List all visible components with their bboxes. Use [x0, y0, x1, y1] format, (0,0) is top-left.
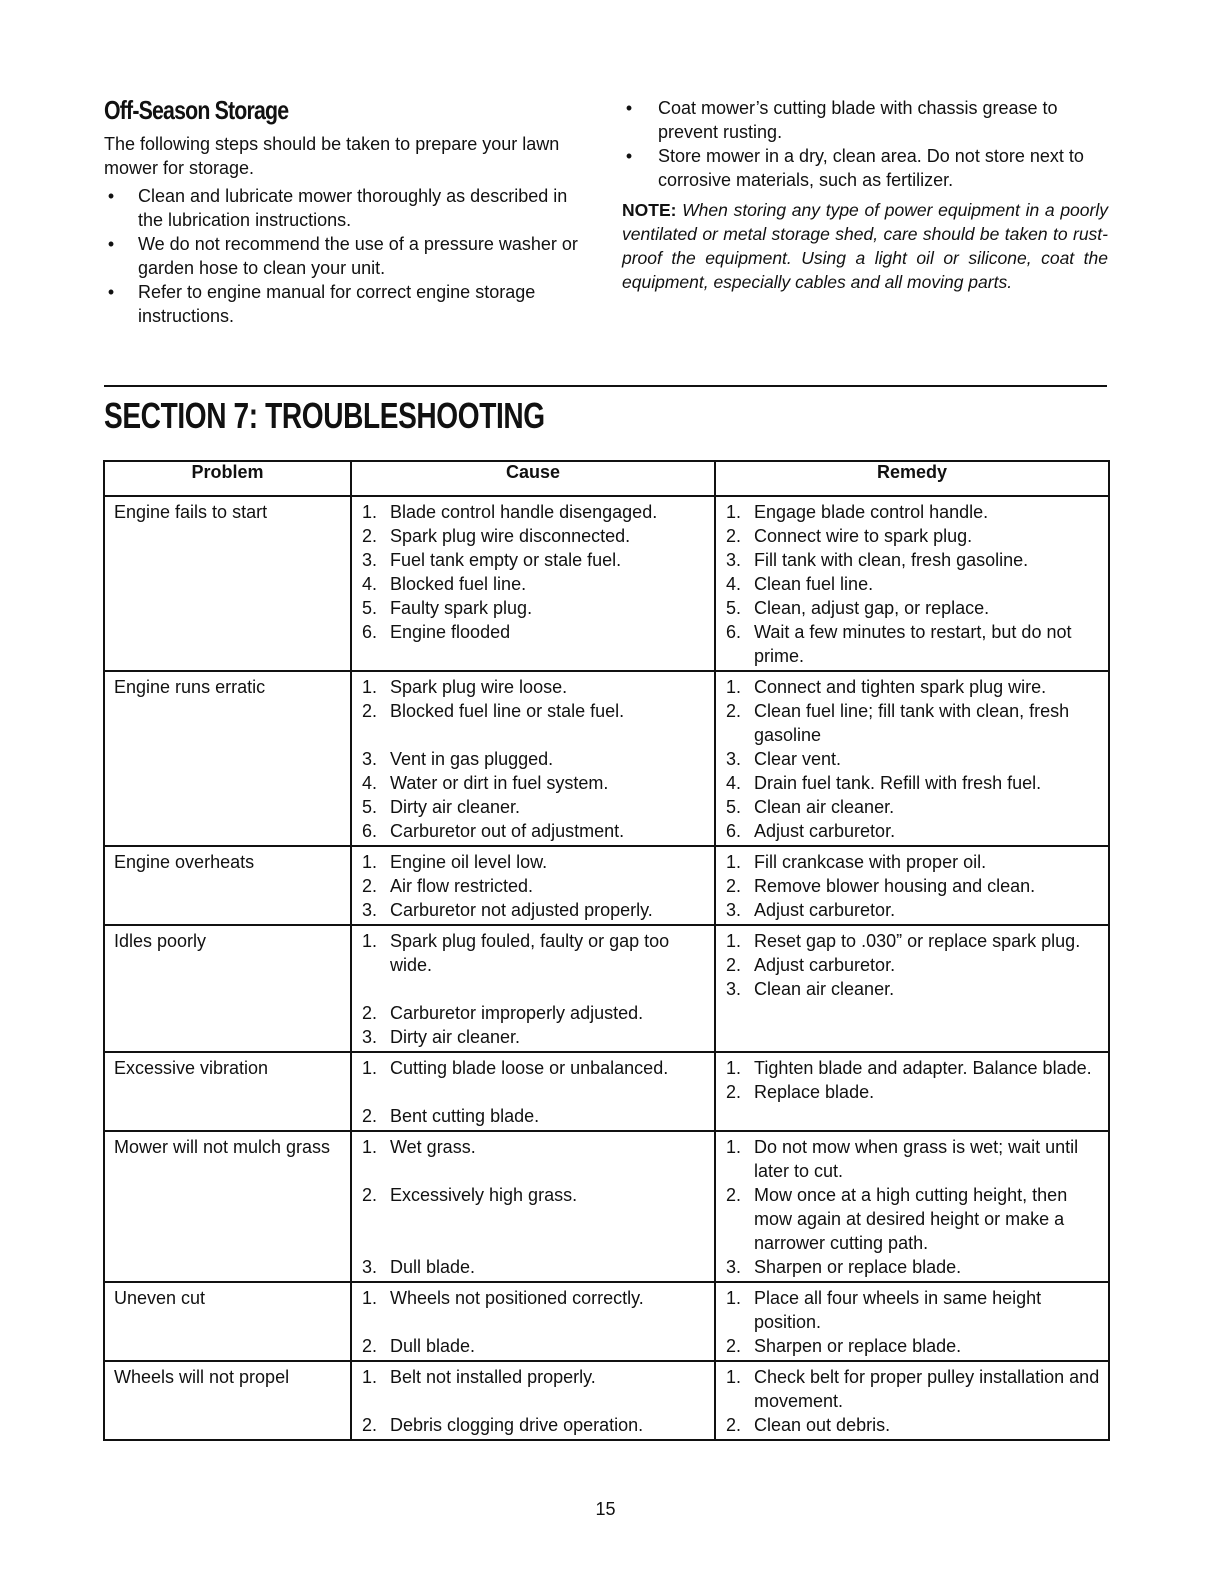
problem-cell: Engine runs erratic — [104, 671, 351, 846]
header-problem: Problem — [104, 461, 351, 496]
table-row — [104, 1361, 1109, 1440]
item-text: Wet grass. — [390, 1137, 476, 1157]
remedy-item — [716, 874, 1108, 898]
cause-item — [352, 1365, 714, 1413]
remedy-item — [716, 1286, 1108, 1334]
bullet-item: • Coat mower’s cutting blade with chassis grease to prevent rusting. — [622, 96, 1108, 144]
item-text: Clean fuel line; fill tank with clean, fresh gasoline — [754, 701, 1070, 745]
item-text: Water or dirt in fuel system. — [390, 773, 609, 793]
item-number: 5. — [726, 797, 742, 817]
item-number: 1. — [362, 852, 378, 872]
cause-item — [352, 898, 714, 922]
item-number: 1. — [362, 1058, 378, 1078]
table-row — [104, 496, 1109, 671]
item-text: Adjust carburetor. — [754, 900, 896, 920]
item-number: 1. — [726, 1137, 742, 1157]
item-number: 6. — [726, 821, 742, 841]
item-number: 2. — [726, 876, 742, 896]
cause-item — [352, 675, 714, 699]
cause-item — [352, 596, 714, 620]
item-text: Faulty spark plug. — [390, 598, 533, 618]
remedy-item — [716, 953, 1108, 977]
item-number: 2. — [726, 1336, 742, 1356]
cause-item — [352, 819, 714, 843]
cause-item — [352, 929, 714, 1001]
item-number: 2. — [726, 1082, 742, 1102]
item-text: Air flow restricted. — [390, 876, 534, 896]
item-number: 1. — [726, 931, 742, 951]
remedy-item — [716, 747, 1108, 771]
item-text: Clear vent. — [754, 749, 842, 769]
problem-cell: Idles poorly — [104, 925, 351, 1052]
item-number: 1. — [362, 1367, 378, 1387]
cause-item — [352, 1056, 714, 1104]
cause-item — [352, 548, 714, 572]
item-text: Belt not installed properly. — [390, 1367, 596, 1387]
remedy-item — [716, 1413, 1108, 1437]
item-text: Carburetor improperly adjusted. — [390, 1003, 644, 1023]
problem-cell: Mower will not mulch grass — [104, 1131, 351, 1282]
item-number: 3. — [362, 900, 378, 920]
problem-cell: Engine overheats — [104, 846, 351, 925]
item-text: Cutting blade loose or unbalanced. — [390, 1058, 669, 1078]
cause-item — [352, 795, 714, 819]
remedy-item — [716, 1255, 1108, 1279]
item-text: Engage blade control handle. — [754, 502, 989, 522]
item-text: Engine flooded — [390, 622, 511, 642]
storage-note — [622, 198, 1108, 294]
remedy-cell — [715, 1361, 1109, 1440]
item-text: Remove blower housing and clean. — [754, 876, 1036, 896]
table-row — [104, 1282, 1109, 1361]
item-text: Connect wire to spark plug. — [754, 526, 973, 546]
item-text: Debris clogging drive operation. — [390, 1415, 644, 1435]
problem-cell: Engine fails to start — [104, 496, 351, 671]
table-body — [104, 496, 1109, 1440]
note-label: NOTE: — [622, 200, 677, 220]
item-number: 2. — [726, 955, 742, 975]
item-number: 3. — [726, 1257, 742, 1277]
item-text: Place all four wheels in same height position. — [754, 1288, 1042, 1332]
item-text: Spark plug wire loose. — [390, 677, 568, 697]
cause-item — [352, 699, 714, 747]
remedy-item — [716, 620, 1108, 668]
storage-left-column — [104, 96, 584, 328]
header-remedy: Remedy — [715, 461, 1109, 496]
table-row — [104, 1052, 1109, 1131]
item-text: Fuel tank empty or stale fuel. — [390, 550, 622, 570]
cause-cell — [351, 1282, 715, 1361]
note-text: When storing any type of power equipment in a poorly ventilated or metal storage shed, care should be taken to rust-proof the equipment. Using a light oil or silicone, coat the equipment, especially cables and all moving parts. — [622, 200, 1108, 292]
item-number: 1. — [726, 1058, 742, 1078]
item-number: 6. — [362, 821, 378, 841]
item-number: 2. — [362, 1106, 378, 1126]
cause-item — [352, 1104, 714, 1128]
cause-item — [352, 850, 714, 874]
item-text: Wait a few minutes to restart, but do not prime. — [754, 622, 1072, 666]
item-text: Do not mow when grass is wet; wait until later to cut. — [754, 1137, 1079, 1181]
item-text: Carburetor out of adjustment. — [390, 821, 625, 841]
item-number: 1. — [362, 677, 378, 697]
item-number: 2. — [362, 1185, 378, 1205]
item-number: 2. — [726, 1415, 742, 1435]
cause-cell — [351, 1131, 715, 1282]
item-text: Carburetor not adjusted properly. — [390, 900, 653, 920]
item-text: Clean, adjust gap, or replace. — [754, 598, 990, 618]
cause-item — [352, 1413, 714, 1437]
bullet-item: • Store mower in a dry, clean area. Do not store next to corrosive materials, such as fertilizer. — [622, 144, 1108, 192]
bullet-icon: • — [107, 282, 115, 302]
item-number: 3. — [362, 550, 378, 570]
cause-item — [352, 1135, 714, 1183]
remedy-item — [716, 524, 1108, 548]
item-number: 5. — [362, 598, 378, 618]
item-text: Clean out debris. — [754, 1415, 891, 1435]
remedy-item — [716, 500, 1108, 524]
cause-item — [352, 572, 714, 596]
remedy-item — [716, 1080, 1108, 1104]
item-text: Fill tank with clean, fresh gasoline. — [754, 550, 1029, 570]
item-number: 1. — [726, 677, 742, 697]
remedy-item — [716, 1334, 1108, 1358]
item-text: Mow once at a high cutting height, then mow again at desired height or make a narrower cutting path. — [754, 1185, 1068, 1253]
item-number: 6. — [362, 622, 378, 642]
remedy-item — [716, 1183, 1108, 1255]
item-text: Sharpen or replace blade. — [754, 1257, 962, 1277]
item-number: 2. — [726, 1185, 742, 1205]
cause-item — [352, 500, 714, 524]
item-number: 1. — [362, 931, 378, 951]
item-number: 5. — [362, 797, 378, 817]
item-text: Tighten blade and adapter. Balance blade. — [754, 1058, 1092, 1078]
item-text: Blocked fuel line or stale fuel. — [390, 701, 625, 721]
remedy-cell — [715, 1131, 1109, 1282]
item-text: Dull blade. — [390, 1257, 476, 1277]
item-number: 1. — [726, 852, 742, 872]
item-text: Engine oil level low. — [390, 852, 548, 872]
remedy-item — [716, 929, 1108, 953]
storage-intro: The following steps should be taken to prepare your lawn mower for storage. — [104, 134, 560, 178]
item-text: Drain fuel tank. Refill with fresh fuel. — [754, 773, 1042, 793]
remedy-item — [716, 675, 1108, 699]
remedy-cell — [715, 925, 1109, 1052]
item-number: 2. — [726, 701, 742, 721]
item-number: 3. — [362, 1027, 378, 1047]
table-row — [104, 1131, 1109, 1282]
item-text: Dull blade. — [390, 1336, 476, 1356]
item-number: 3. — [726, 900, 742, 920]
remedy-cell — [715, 1282, 1109, 1361]
table-row — [104, 925, 1109, 1052]
item-number: 4. — [726, 574, 742, 594]
bullet-icon: • — [107, 234, 115, 254]
bullet-item: • Refer to engine manual for correct engine storage instructions. — [104, 280, 584, 328]
item-number: 4. — [362, 574, 378, 594]
item-number: 1. — [726, 1288, 742, 1308]
remedy-item — [716, 1056, 1108, 1080]
item-number: 4. — [362, 773, 378, 793]
section-title: SECTION 7: TROUBLESHOOTING — [104, 395, 545, 436]
cause-item — [352, 747, 714, 771]
item-number: 6. — [726, 622, 742, 642]
item-text: Dirty air cleaner. — [390, 1027, 521, 1047]
item-text: Sharpen or replace blade. — [754, 1336, 962, 1356]
cause-item — [352, 771, 714, 795]
item-text: Vent in gas plugged. — [390, 749, 554, 769]
item-number: 2. — [726, 526, 742, 546]
cause-item — [352, 1286, 714, 1334]
item-number: 3. — [726, 550, 742, 570]
item-text: Wheels not positioned correctly. — [390, 1288, 644, 1308]
remedy-item — [716, 771, 1108, 795]
item-text: Connect and tighten spark plug wire. — [754, 677, 1047, 697]
remedy-item — [716, 596, 1108, 620]
item-text: Replace blade. — [754, 1082, 875, 1102]
problem-cell: Excessive vibration — [104, 1052, 351, 1131]
item-text: Spark plug fouled, faulty or gap too wide. — [390, 931, 670, 975]
table-row — [104, 671, 1109, 846]
item-number: 2. — [362, 701, 378, 721]
cause-cell — [351, 925, 715, 1052]
item-text: Check belt for proper pulley installation and movement. — [754, 1367, 1100, 1411]
item-number: 2. — [362, 1336, 378, 1356]
cause-item — [352, 874, 714, 898]
item-text: Adjust carburetor. — [754, 821, 896, 841]
bullet-icon: • — [625, 98, 633, 118]
remedy-item — [716, 572, 1108, 596]
table-row — [104, 846, 1109, 925]
item-text: Dirty air cleaner. — [390, 797, 521, 817]
item-text: Fill crankcase with proper oil. — [754, 852, 987, 872]
item-number: 1. — [362, 502, 378, 522]
cause-item — [352, 1255, 714, 1279]
problem-cell: Uneven cut — [104, 1282, 351, 1361]
problem-cell: Wheels will not propel — [104, 1361, 351, 1440]
item-text: Bent cutting blade. — [390, 1106, 540, 1126]
item-text: Spark plug wire disconnected. — [390, 526, 631, 546]
remedy-item — [716, 977, 1108, 1001]
troubleshooting-table — [103, 460, 1110, 1441]
remedy-cell — [715, 846, 1109, 925]
item-text: Reset gap to .030” or replace spark plug. — [754, 931, 1081, 951]
storage-title: Off-Season Storage — [104, 95, 289, 125]
cause-cell — [351, 496, 715, 671]
item-number: 5. — [726, 598, 742, 618]
item-number: 1. — [726, 502, 742, 522]
item-number: 3. — [362, 749, 378, 769]
remedy-item — [716, 795, 1108, 819]
remedy-item — [716, 850, 1108, 874]
cause-item — [352, 1001, 714, 1025]
item-text: Blade control handle disengaged. — [390, 502, 658, 522]
item-text: Adjust carburetor. — [754, 955, 896, 975]
item-number: 3. — [726, 979, 742, 999]
item-text: Blocked fuel line. — [390, 574, 527, 594]
item-number: 2. — [362, 1415, 378, 1435]
section-divider — [104, 385, 1107, 387]
item-number: 3. — [362, 1257, 378, 1277]
item-number: 1. — [362, 1137, 378, 1157]
item-number: 4. — [726, 773, 742, 793]
remedy-item — [716, 1365, 1108, 1413]
item-text: Excessively high grass. — [390, 1185, 578, 1205]
item-number: 2. — [362, 526, 378, 546]
cause-item — [352, 1334, 714, 1358]
cause-item — [352, 620, 714, 668]
storage-right-column — [622, 96, 1108, 294]
cause-cell — [351, 1052, 715, 1131]
remedy-item — [716, 699, 1108, 747]
page-number: 15 — [595, 1499, 616, 1519]
remedy-item — [716, 819, 1108, 843]
remedy-cell — [715, 496, 1109, 671]
cause-item — [352, 1025, 714, 1049]
item-number: 3. — [726, 749, 742, 769]
storage-left-bullets — [104, 184, 584, 328]
cause-cell — [351, 846, 715, 925]
item-number: 2. — [362, 876, 378, 896]
header-cause: Cause — [351, 461, 715, 496]
cause-cell — [351, 671, 715, 846]
item-text: Clean air cleaner. — [754, 797, 895, 817]
remedy-item — [716, 548, 1108, 572]
remedy-cell — [715, 1052, 1109, 1131]
item-number: 1. — [362, 1288, 378, 1308]
remedy-item — [716, 898, 1108, 922]
bullet-icon: • — [107, 186, 115, 206]
item-number: 1. — [726, 1367, 742, 1387]
table-header-row — [104, 461, 1109, 496]
bullet-item: • We do not recommend the use of a pressure washer or garden hose to clean your unit. — [104, 232, 584, 280]
remedy-item — [716, 1135, 1108, 1183]
bullet-icon: • — [625, 146, 633, 166]
item-number: 2. — [362, 1003, 378, 1023]
bullet-item: • Clean and lubricate mower thoroughly as described in the lubrication instructions. — [104, 184, 584, 232]
cause-item — [352, 524, 714, 548]
item-text: Clean air cleaner. — [754, 979, 895, 999]
storage-right-bullets — [622, 96, 1108, 192]
remedy-cell — [715, 671, 1109, 846]
cause-cell — [351, 1361, 715, 1440]
item-text: Clean fuel line. — [754, 574, 874, 594]
cause-item — [352, 1183, 714, 1255]
